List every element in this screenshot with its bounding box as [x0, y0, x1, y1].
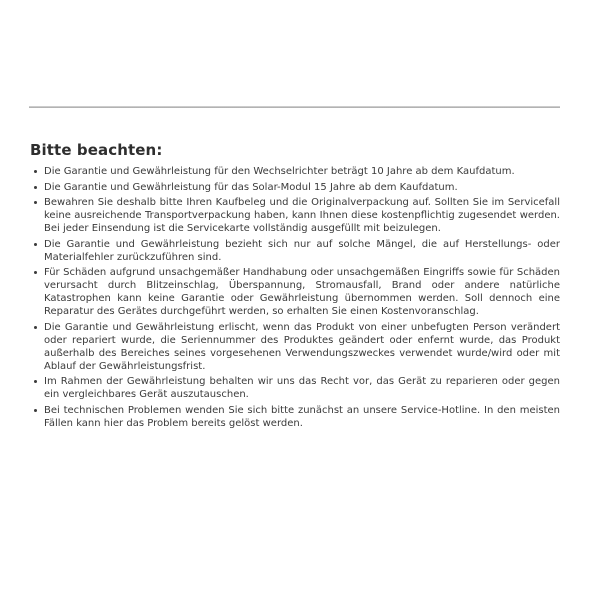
notice-list [30, 165, 560, 430]
notice-section [30, 142, 560, 432]
notice-item [30, 404, 560, 430]
notice-item-text: Für Schäden aufgrund unsachgemäßer Handhabung oder unsachgemäßen Eingriffs sowie für Schäden verursacht durch Blitzeinschlag, Überspannung, Stromausfall, Brand oder andere natürliche Katastrophen kann keine Garantie oder Gewährleistung übernommen werden. Soll dennoch eine Reparatur des Gerätes durchgeführt werden, so erhalten Sie einen Kostenvoranschlag. [44, 267, 560, 317]
notice-item-text: Die Garantie und Gewährleistung bezieht sich nur auf solche Mängel, die auf Herstellungs- oder Materialfehler zurückzuführen sind. [44, 238, 560, 263]
notice-item [30, 266, 560, 318]
notice-item-text: Bei technischen Problemen wenden Sie sich bitte zunächst an unsere Service-Hotline. In den meisten Fällen kann hier das Problem bereits gelöst werden. [44, 404, 560, 429]
horizontal-rule [29, 106, 560, 108]
notice-item [30, 181, 560, 194]
bullet-icon [34, 326, 37, 329]
notice-item-text: Die Garantie und Gewährleistung für den Wechselrichter beträgt 10 Jahre ab dem Kaufdatum. [44, 166, 515, 177]
bullet-icon [34, 271, 37, 274]
notice-item [30, 165, 560, 178]
bullet-icon [34, 409, 37, 412]
notice-item-text: Die Garantie und Gewährleistung erlischt, wenn das Produkt von einer unbefugten Person verändert oder repariert wurde, die Seriennummer des Produktes geändert oder enfernt wurde, das Produkt außerhalb des Bereiches seines vorgesehenen Verwendungszweckes verwendet wurde/wird oder mit Ablauf der Gewährleistungsfrist. [44, 321, 560, 372]
bullet-icon [34, 243, 37, 246]
notice-item [30, 321, 560, 373]
notice-item [30, 196, 560, 235]
bullet-icon [34, 380, 37, 383]
bullet-icon [34, 201, 37, 204]
bullet-icon [34, 186, 37, 189]
bullet-icon [34, 170, 37, 173]
notice-item-text: Die Garantie und Gewährleistung für das Solar-Modul 15 Jahre ab dem Kaufdatum. [44, 181, 458, 193]
notice-item [30, 238, 560, 264]
notice-item-text: Bewahren Sie deshalb bitte Ihren Kaufbeleg und die Originalverpackung auf. Sollten Sie im Servicefall keine ausreichende Transportverpackung haben, kann Ihnen diese kostenpflichtig zugesendet werden. Bei jeder Einsendung ist die Servicekarte vollständig ausgefüllt mit beizulegen. [44, 197, 560, 234]
section-heading: Bitte beachten: [30, 141, 163, 159]
notice-item [30, 375, 560, 401]
notice-item-text: Im Rahmen der Gewährleistung behalten wir uns das Recht vor, das Gerät zu reparieren oder gegen ein vergleichbares Gerät auszutauschen. [44, 376, 560, 400]
